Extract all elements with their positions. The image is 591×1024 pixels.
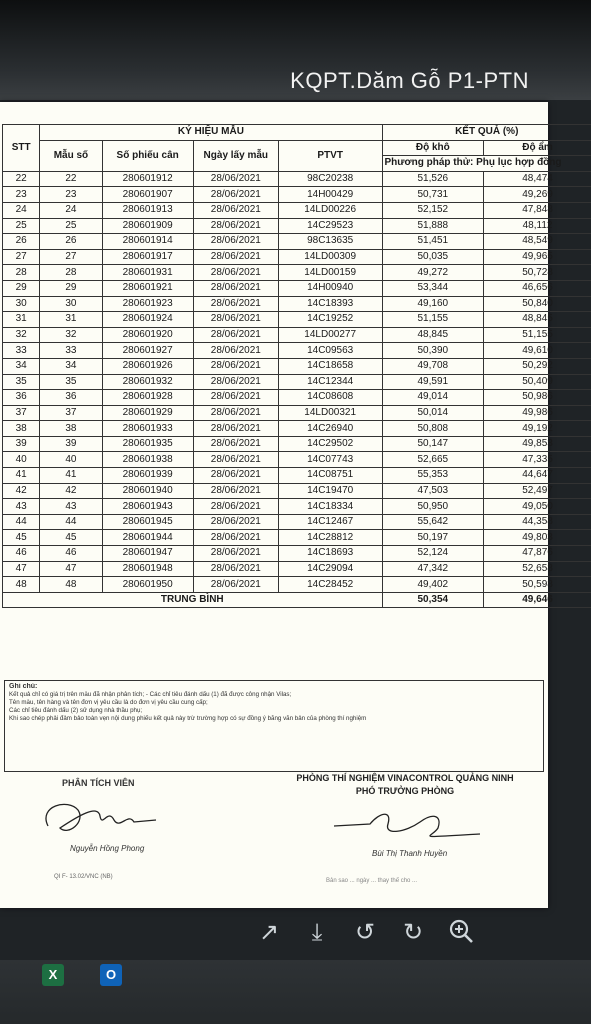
cell-moisture: 50,840: [484, 296, 591, 312]
deputy-signature: [330, 802, 480, 846]
cell-sample-no: 22: [40, 171, 102, 187]
cell-stt: 36: [3, 390, 40, 406]
header-sample-date: Ngày lấy mẫu: [193, 140, 278, 171]
cell-stt: 32: [3, 327, 40, 343]
cell-weigh-slip: 280601947: [102, 546, 193, 562]
cell-weigh-slip: 280601914: [102, 234, 193, 250]
cell-moisture: 49,610: [484, 343, 591, 359]
cell-moisture: 48,845: [484, 312, 591, 328]
cell-sample-date: 28/06/2021: [193, 171, 278, 187]
cell-vehicle: 14C19470: [278, 483, 382, 499]
cell-vehicle: 14C12344: [278, 374, 382, 390]
cell-weigh-slip: 280601950: [102, 577, 193, 593]
cell-vehicle: 98C13635: [278, 234, 382, 250]
cell-sample-date: 28/06/2021: [193, 265, 278, 281]
analyst-name: Nguyễn Hồng Phong: [70, 844, 145, 853]
copy-note: Bản sao ... ngày ... thay thế cho ...: [326, 878, 418, 884]
cell-vehicle: 14LD00159: [278, 265, 382, 281]
zoom-in-icon[interactable]: [446, 918, 476, 948]
lab-name: PHÒNG THÍ NGHIỆM VINACONTROL QUẢNG NINH: [296, 773, 514, 783]
average-label: TRUNG BÌNH: [3, 592, 383, 607]
cell-moisture: 52,658: [484, 561, 591, 577]
cell-dryness: 49,708: [382, 358, 484, 374]
cell-moisture: 49,853: [484, 436, 591, 452]
cell-dryness: 52,665: [382, 452, 484, 468]
analyst-signature: [38, 796, 158, 842]
cell-dryness: 50,147: [382, 436, 484, 452]
cell-dryness: 51,526: [382, 171, 484, 187]
cell-moisture: 50,986: [484, 390, 591, 406]
table-row: [3, 249, 591, 265]
cell-dryness: 52,152: [382, 202, 484, 218]
table-row: [3, 171, 591, 187]
cell-moisture: 49,269: [484, 187, 591, 203]
cell-stt: 47: [3, 561, 40, 577]
cell-stt: 26: [3, 234, 40, 250]
table-row: [3, 234, 591, 250]
cell-dryness: 51,888: [382, 218, 484, 234]
table-row: [3, 499, 591, 515]
cell-vehicle: 14LD00309: [278, 249, 382, 265]
cell-weigh-slip: 280601907: [102, 187, 193, 203]
cell-stt: 29: [3, 280, 40, 296]
share-icon[interactable]: ↗: [258, 919, 280, 946]
taskbar: [0, 960, 591, 1024]
cell-weigh-slip: 280601933: [102, 421, 193, 437]
cell-stt: 35: [3, 374, 40, 390]
cell-vehicle: 14C12467: [278, 514, 382, 530]
cell-sample-date: 28/06/2021: [193, 514, 278, 530]
cell-moisture: 50,598: [484, 577, 591, 593]
cell-dryness: 53,344: [382, 280, 484, 296]
cell-stt: 28: [3, 265, 40, 281]
header-dryness: Độ khô: [382, 140, 484, 156]
cell-sample-no: 33: [40, 343, 102, 359]
cell-vehicle: 14C19252: [278, 312, 382, 328]
cell-stt: 22: [3, 171, 40, 187]
cell-stt: 39: [3, 436, 40, 452]
header-stt: STT: [3, 125, 40, 172]
cell-sample-date: 28/06/2021: [193, 546, 278, 562]
cell-stt: 38: [3, 421, 40, 437]
table-row: [3, 280, 591, 296]
cell-sample-date: 28/06/2021: [193, 499, 278, 515]
cell-sample-no: 40: [40, 452, 102, 468]
header-moisture: Độ ẩm: [484, 140, 591, 156]
cell-weigh-slip: 280601929: [102, 405, 193, 421]
cell-dryness: 50,390: [382, 343, 484, 359]
cell-stt: 27: [3, 249, 40, 265]
cell-sample-no: 45: [40, 530, 102, 546]
cell-dryness: 47,342: [382, 561, 484, 577]
cell-vehicle: 14LD00321: [278, 405, 382, 421]
cell-sample-no: 39: [40, 436, 102, 452]
cell-moisture: 52,497: [484, 483, 591, 499]
deputy-name: Bùi Thị Thanh Huyền: [372, 849, 448, 858]
table-row: [3, 468, 591, 484]
cell-stt: 44: [3, 514, 40, 530]
table-row: [3, 561, 591, 577]
cell-sample-no: 28: [40, 265, 102, 281]
cell-vehicle: 14C29523: [278, 218, 382, 234]
cell-stt: 48: [3, 577, 40, 593]
cell-dryness: 50,197: [382, 530, 484, 546]
cell-moisture: 49,986: [484, 405, 591, 421]
header-sample-id: KÝ HIỆU MẪU: [40, 125, 382, 141]
image-toolbar: [250, 912, 480, 956]
cell-weigh-slip: 280601924: [102, 312, 193, 328]
cell-vehicle: 14C26940: [278, 421, 382, 437]
table-row: [3, 296, 591, 312]
download-icon[interactable]: ⤓: [311, 919, 323, 946]
cell-moisture: 47,876: [484, 546, 591, 562]
average-row: [3, 592, 591, 607]
table-row: [3, 514, 591, 530]
table-row: [3, 577, 591, 593]
cell-sample-date: 28/06/2021: [193, 483, 278, 499]
header-weigh-slip: Số phiếu cân: [102, 140, 193, 171]
cell-weigh-slip: 280601943: [102, 499, 193, 515]
cell-dryness: 49,014: [382, 390, 484, 406]
table-row: [3, 358, 591, 374]
cell-moisture: 50,728: [484, 265, 591, 281]
cell-sample-date: 28/06/2021: [193, 530, 278, 546]
viewer-header: [0, 0, 591, 100]
table-row: [3, 343, 591, 359]
cell-dryness: 49,160: [382, 296, 484, 312]
cell-dryness: 55,353: [382, 468, 484, 484]
cell-weigh-slip: 280601931: [102, 265, 193, 281]
cell-vehicle: 14C28812: [278, 530, 382, 546]
cell-dryness: 50,014: [382, 405, 484, 421]
cell-sample-date: 28/06/2021: [193, 358, 278, 374]
table-row: [3, 483, 591, 499]
cell-sample-no: 30: [40, 296, 102, 312]
table-row: [3, 436, 591, 452]
cell-weigh-slip: 280601945: [102, 514, 193, 530]
table-row: [3, 546, 591, 562]
cell-dryness: 49,272: [382, 265, 484, 281]
cell-weigh-slip: 280601921: [102, 280, 193, 296]
cell-weigh-slip: 280601935: [102, 436, 193, 452]
cell-dryness: 51,451: [382, 234, 484, 250]
cell-sample-no: 38: [40, 421, 102, 437]
cell-weigh-slip: 280601912: [102, 171, 193, 187]
cell-weigh-slip: 280601939: [102, 468, 193, 484]
cell-stt: 45: [3, 530, 40, 546]
cell-sample-date: 28/06/2021: [193, 390, 278, 406]
cell-weigh-slip: 280601917: [102, 249, 193, 265]
cell-sample-no: 23: [40, 187, 102, 203]
cell-moisture: 48,549: [484, 234, 591, 250]
note-line: Khi sao chép phải đảm bảo toàn vẹn nội dung phiếu kết quả này trừ trường hợp có sự đồng ý bằng văn bản của phòng thí nghiệm: [9, 715, 367, 722]
cell-sample-date: 28/06/2021: [193, 280, 278, 296]
cell-sample-date: 28/06/2021: [193, 468, 278, 484]
cell-moisture: 50,292: [484, 358, 591, 374]
cell-weigh-slip: 280601938: [102, 452, 193, 468]
cell-sample-date: 28/06/2021: [193, 187, 278, 203]
cell-stt: 34: [3, 358, 40, 374]
cell-sample-date: 28/06/2021: [193, 312, 278, 328]
cell-vehicle: 14C29094: [278, 561, 382, 577]
cell-stt: 43: [3, 499, 40, 515]
table-row: [3, 265, 591, 281]
cell-vehicle: 14C29502: [278, 436, 382, 452]
table-row: [3, 374, 591, 390]
cell-stt: 37: [3, 405, 40, 421]
cell-sample-date: 28/06/2021: [193, 561, 278, 577]
cell-sample-no: 36: [40, 390, 102, 406]
cell-moisture: 48,112: [484, 218, 591, 234]
cell-dryness: 55,642: [382, 514, 484, 530]
cell-dryness: 50,731: [382, 187, 484, 203]
cell-weigh-slip: 280601927: [102, 343, 193, 359]
cell-weigh-slip: 280601926: [102, 358, 193, 374]
cell-weigh-slip: 280601909: [102, 218, 193, 234]
cell-sample-no: 41: [40, 468, 102, 484]
cell-stt: 31: [3, 312, 40, 328]
cell-sample-no: 29: [40, 280, 102, 296]
cell-sample-date: 28/06/2021: [193, 249, 278, 265]
table-row: [3, 390, 591, 406]
cell-sample-no: 48: [40, 577, 102, 593]
cell-sample-no: 27: [40, 249, 102, 265]
cell-vehicle: 14C08608: [278, 390, 382, 406]
cell-sample-date: 28/06/2021: [193, 436, 278, 452]
header-sample-no: Mẫu số: [40, 140, 102, 171]
results-table: [2, 124, 591, 608]
header-results: KẾT QUẢ (%): [382, 125, 591, 141]
cell-vehicle: 14C18393: [278, 296, 382, 312]
cell-vehicle: 14C08751: [278, 468, 382, 484]
cell-sample-date: 28/06/2021: [193, 202, 278, 218]
header-test-method: Phương pháp thử: Phụ lục hợp đồng: [382, 156, 591, 172]
cell-sample-date: 28/06/2021: [193, 405, 278, 421]
cell-moisture: 46,656: [484, 280, 591, 296]
cell-sample-no: 44: [40, 514, 102, 530]
cell-moisture: 49,192: [484, 421, 591, 437]
cell-moisture: 51,155: [484, 327, 591, 343]
cell-dryness: 52,124: [382, 546, 484, 562]
notes-box: [4, 680, 544, 772]
cell-moisture: 49,965: [484, 249, 591, 265]
cell-sample-no: 46: [40, 546, 102, 562]
cell-dryness: 48,845: [382, 327, 484, 343]
cell-moisture: 49,803: [484, 530, 591, 546]
cell-vehicle: 14C07743: [278, 452, 382, 468]
cell-sample-date: 28/06/2021: [193, 234, 278, 250]
cell-weigh-slip: 280601944: [102, 530, 193, 546]
cell-sample-no: 42: [40, 483, 102, 499]
cell-stt: 30: [3, 296, 40, 312]
cell-sample-date: 28/06/2021: [193, 577, 278, 593]
cell-stt: 25: [3, 218, 40, 234]
deputy-title: PHÓ TRƯỞNG PHÒNG: [355, 786, 455, 796]
table-row: [3, 312, 591, 328]
table-row: [3, 327, 591, 343]
cell-sample-no: 31: [40, 312, 102, 328]
cell-dryness: 49,591: [382, 374, 484, 390]
cell-dryness: 47,503: [382, 483, 484, 499]
cell-dryness: 50,950: [382, 499, 484, 515]
cell-stt: 33: [3, 343, 40, 359]
table-row: [3, 421, 591, 437]
cell-sample-no: 26: [40, 234, 102, 250]
excel-icon[interactable]: X: [42, 964, 64, 986]
average-dryness: 50,354: [382, 592, 484, 607]
cell-vehicle: 14LD00226: [278, 202, 382, 218]
table-row: [3, 202, 591, 218]
note-line: Kết quả chỉ có giá trị trên mẫu đã nhận phân tích; - Các chỉ tiêu đánh dấu (1) đã được công nhận Vilas;: [9, 691, 292, 698]
cell-vehicle: 14C18693: [278, 546, 382, 562]
outlook-icon[interactable]: O: [100, 964, 122, 986]
note-line: Tên mẫu, tên hàng và tên đơn vị yêu cầu là do đơn vị yêu cầu cung cấp;: [9, 699, 208, 706]
table-row: [3, 218, 591, 234]
cell-stt: 24: [3, 202, 40, 218]
rotate-left-icon[interactable]: ↺: [354, 919, 376, 946]
cell-vehicle: 98C20238: [278, 171, 382, 187]
analyst-title: PHÂN TÍCH VIÊN: [62, 778, 135, 788]
cell-sample-no: 25: [40, 218, 102, 234]
cell-weigh-slip: 280601932: [102, 374, 193, 390]
cell-stt: 42: [3, 483, 40, 499]
cell-sample-no: 24: [40, 202, 102, 218]
cell-sample-no: 47: [40, 561, 102, 577]
cell-sample-date: 28/06/2021: [193, 296, 278, 312]
cell-vehicle: 14C09563: [278, 343, 382, 359]
table-row: [3, 187, 591, 203]
cell-moisture: 48,474: [484, 171, 591, 187]
cell-sample-date: 28/06/2021: [193, 343, 278, 359]
rotate-right-icon[interactable]: ↻: [402, 919, 424, 946]
cell-sample-no: 32: [40, 327, 102, 343]
cell-dryness: 50,808: [382, 421, 484, 437]
document-page: [0, 102, 562, 908]
form-code: QI F- 13.02/VNC (NB): [54, 874, 113, 880]
cell-vehicle: 14C18334: [278, 499, 382, 515]
cell-moisture: 47,335: [484, 452, 591, 468]
notes-title: Ghi chú:: [9, 683, 38, 690]
cell-sample-no: 34: [40, 358, 102, 374]
cell-moisture: 50,409: [484, 374, 591, 390]
cell-vehicle: 14C18658: [278, 358, 382, 374]
cell-sample-no: 35: [40, 374, 102, 390]
cell-weigh-slip: 280601920: [102, 327, 193, 343]
cell-vehicle: 14H00429: [278, 187, 382, 203]
cell-stt: 46: [3, 546, 40, 562]
cell-weigh-slip: 280601928: [102, 390, 193, 406]
cell-vehicle: 14C28452: [278, 577, 382, 593]
cell-vehicle: 14H00940: [278, 280, 382, 296]
cell-dryness: 51,155: [382, 312, 484, 328]
document-title: KQPT.Dăm Gỗ P1-PTN: [290, 68, 529, 93]
cell-sample-date: 28/06/2021: [193, 421, 278, 437]
cell-weigh-slip: 280601913: [102, 202, 193, 218]
cell-stt: 23: [3, 187, 40, 203]
cell-sample-no: 37: [40, 405, 102, 421]
cell-dryness: 49,402: [382, 577, 484, 593]
cell-moisture: 47,848: [484, 202, 591, 218]
cell-sample-date: 28/06/2021: [193, 327, 278, 343]
cell-weigh-slip: 280601940: [102, 483, 193, 499]
cell-weigh-slip: 280601948: [102, 561, 193, 577]
table-row: [3, 530, 591, 546]
cell-sample-date: 28/06/2021: [193, 218, 278, 234]
cell-dryness: 50,035: [382, 249, 484, 265]
header-vehicle: PTVT: [278, 140, 382, 171]
cell-stt: 40: [3, 452, 40, 468]
table-row: [3, 405, 591, 421]
cell-moisture: 49,050: [484, 499, 591, 515]
cell-stt: 41: [3, 468, 40, 484]
cell-moisture: 44,358: [484, 514, 591, 530]
cell-vehicle: 14LD00277: [278, 327, 382, 343]
cell-sample-no: 43: [40, 499, 102, 515]
cell-weigh-slip: 280601923: [102, 296, 193, 312]
table-row: [3, 452, 591, 468]
note-line: Các chỉ tiêu đánh dấu (2) sử dụng nhà thầu phụ;: [9, 707, 143, 714]
cell-sample-date: 28/06/2021: [193, 374, 278, 390]
cell-moisture: 44,647: [484, 468, 591, 484]
average-moisture: 49,646: [484, 592, 591, 607]
cell-sample-date: 28/06/2021: [193, 452, 278, 468]
